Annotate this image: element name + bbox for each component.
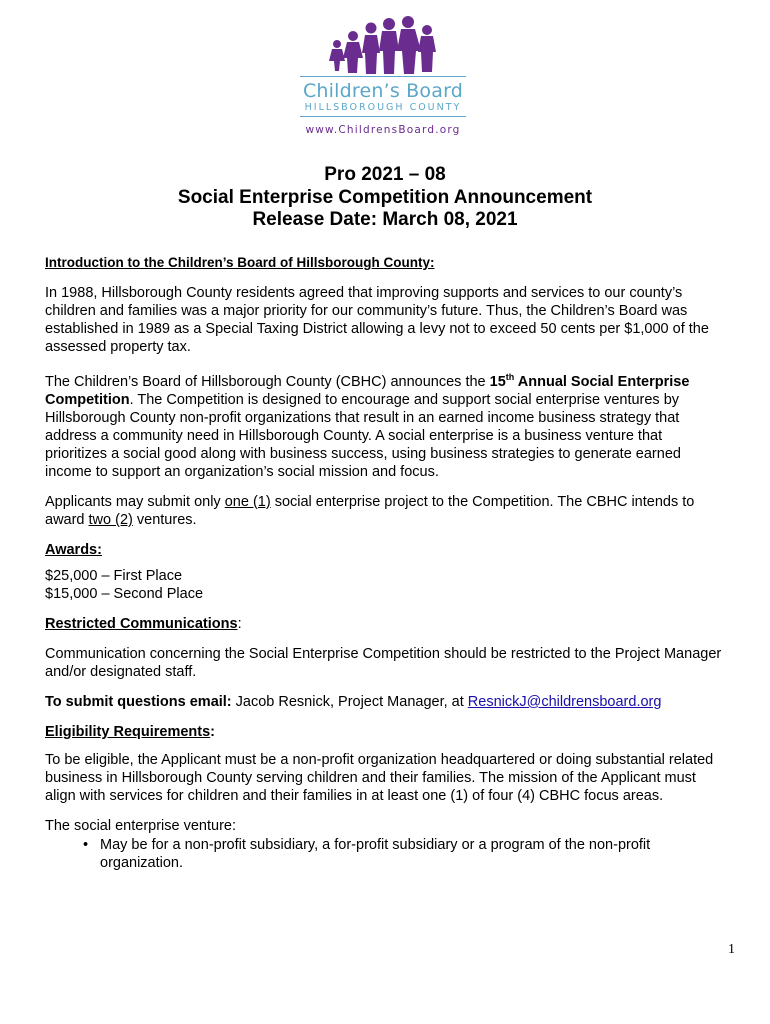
award-first-place: $25,000 – First Place — [45, 567, 183, 584]
document-body — [45, 254, 725, 872]
restricted-colon: : — [237, 615, 242, 632]
logo-county: HILLSBOROUGH COUNTY — [304, 102, 462, 113]
contact-email-link[interactable]: ResnickJ@childrensboard.org — [467, 693, 662, 710]
intro-paragraph-2 — [45, 368, 725, 481]
eligibility-colon: : — [210, 723, 216, 740]
document-title — [0, 164, 770, 232]
award-second-place: $15,000 – Second Place — [45, 585, 204, 602]
para2-ordinal-suffix: th — [505, 372, 515, 382]
bullet-icon: • — [83, 836, 89, 853]
para2-rest: . The Competition is designed to encourage and support social enterprise ventures by Hillsborough County non-profit organizations that result in an earned income business strategy that address a community need in Hillsborough County. A social enterprise is a business venture that prioritizes a social good along with business success, using business strategies to generate earned income to support an organization’s social mission and focus. — [45, 391, 681, 480]
restricted-heading-line — [45, 615, 725, 633]
logo-bottom-rule — [300, 116, 466, 117]
venture-intro: The social enterprise venture: — [45, 817, 237, 834]
childrens-board-logo — [300, 14, 466, 142]
awards-heading: Awards: — [45, 541, 102, 558]
children-silhouettes-icon — [323, 14, 443, 76]
para2-ordinal: 15 — [489, 373, 506, 390]
logo-url: www.ChildrensBoard.org — [305, 124, 461, 136]
logo-top-rule — [300, 76, 466, 77]
eligibility-heading: Eligibility Requirements — [45, 723, 211, 740]
para3-b: social enterprise project to the Competition. The CBHC intends to award — [45, 493, 695, 528]
list-item — [83, 836, 725, 872]
submit-text: Jacob Resnick, Project Manager, at — [231, 693, 468, 710]
intro-heading: Introduction to the Children’s Board of Hillsborough County: — [45, 255, 435, 270]
eligibility-heading-line — [45, 723, 725, 741]
submit-questions-line — [45, 693, 725, 711]
bullet-text: May be for a non-profit subsidiary, a for-profit subsidiary or a program of the non-profit organization. — [100, 836, 651, 871]
para2-competition-name: Annual Social Enterprise Competition — [45, 373, 690, 408]
para3-a: Applicants may submit only — [45, 493, 225, 510]
para2-start: The Children’s Board of Hillsborough County (CBHC) announces the — [45, 373, 490, 390]
eligibility-paragraph: To be eligible, the Applicant must be a non-profit organization headquartered or doing substantial related business in Hillsborough County serving children and their families. The mission of the Applicant must align with services for children and their families in at least one (1) of four (4) CBHC focus areas. — [45, 751, 714, 804]
title-line-1: Pro 2021 – 08 — [324, 164, 446, 185]
page-number: 1 — [728, 942, 735, 957]
restricted-heading: Restricted Communications — [45, 615, 238, 632]
para3-c: ventures. — [132, 511, 197, 528]
logo-name: Children’s Board — [302, 80, 464, 102]
venture-bullet-list — [45, 836, 725, 872]
intro-paragraph-1: In 1988, Hillsborough County residents agreed that improving supports and services to our county’s children and families was a major priority for our community’s future. Thus, the Children’s Board was established in 1989 as a Special Taxing District allowing a levy not to exceed 50 cents per $1,000 of the assessed property tax. — [45, 285, 709, 355]
submit-label: To submit questions email: — [45, 693, 232, 710]
para3-one: one (1) — [224, 493, 271, 510]
title-line-2: Social Enterprise Competition Announcement — [177, 186, 593, 208]
restricted-paragraph: Communication concerning the Social Enterprise Competition should be restricted to the Project Manager and/or designated staff. — [45, 645, 722, 680]
intro-paragraph-3 — [45, 493, 725, 529]
title-line-3: Release Date: March 08, 2021 — [252, 209, 518, 230]
para3-two: two (2) — [88, 511, 133, 528]
